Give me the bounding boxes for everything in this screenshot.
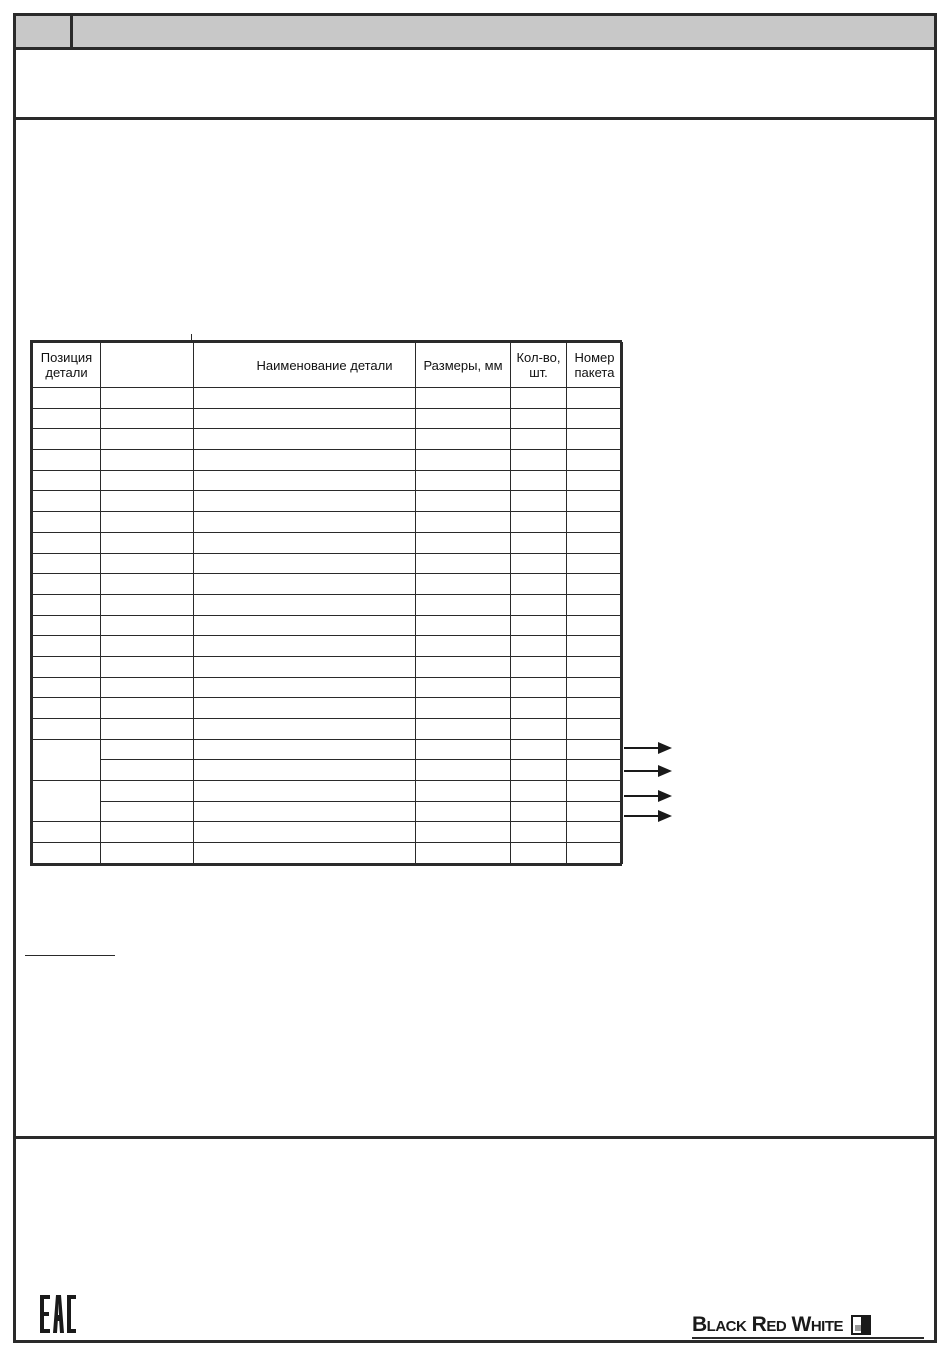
table-cell [33, 719, 101, 740]
table-cell [567, 553, 623, 574]
table-cell [416, 843, 511, 864]
table-row [33, 470, 623, 491]
arrow-right-icon [624, 810, 672, 822]
table-cell [194, 677, 416, 698]
table-cell [567, 491, 623, 512]
table-cell [416, 739, 511, 760]
table-cell [101, 574, 194, 595]
table-cell [194, 429, 416, 450]
table-cell [416, 532, 511, 553]
table-cell [101, 450, 194, 471]
table-cell [567, 388, 623, 409]
table-cell [511, 532, 567, 553]
table-cell [416, 677, 511, 698]
table-cell [33, 491, 101, 512]
table-cell [33, 470, 101, 491]
table-cell [511, 388, 567, 409]
table-cell [101, 719, 194, 740]
table-row [33, 615, 623, 636]
brand-underline [692, 1337, 924, 1339]
arrow-right-icon [624, 790, 672, 802]
table-cell [416, 553, 511, 574]
table-row [33, 698, 623, 719]
table-cell [416, 615, 511, 636]
table-cell [33, 574, 101, 595]
table-cell [101, 781, 194, 802]
table-cell [33, 532, 101, 553]
table-cell [511, 801, 567, 822]
table-cell [194, 512, 416, 533]
table-cell [194, 615, 416, 636]
header-pack: Номер пакета [567, 343, 623, 388]
table-cell [416, 636, 511, 657]
table-row [33, 532, 623, 553]
table-cell [567, 801, 623, 822]
table-cell [101, 388, 194, 409]
table-row [33, 450, 623, 471]
table-cell [33, 822, 101, 843]
table-cell [567, 843, 623, 864]
table-cell [194, 719, 416, 740]
table-row [33, 491, 623, 512]
table-cell [511, 512, 567, 533]
table-row [33, 408, 623, 429]
table-cell [416, 719, 511, 740]
table-cell [511, 470, 567, 491]
table-cell [33, 656, 101, 677]
table-cell [567, 677, 623, 698]
table-cell [33, 408, 101, 429]
header-qty: Кол-во, шт. [511, 343, 567, 388]
table-cell [101, 843, 194, 864]
table-cell [194, 388, 416, 409]
table-cell [567, 408, 623, 429]
table-cell [101, 491, 194, 512]
table-cell [416, 429, 511, 450]
table-cell [511, 408, 567, 429]
arrow-right-icon [624, 765, 672, 777]
table-row [33, 594, 623, 615]
table-header-row [33, 343, 623, 388]
table-cell [511, 615, 567, 636]
table-cell [101, 470, 194, 491]
table-cell [567, 739, 623, 760]
table-cell [416, 656, 511, 677]
table-cell [194, 739, 416, 760]
table-cell [511, 781, 567, 802]
table-cell [567, 636, 623, 657]
table-cell [567, 532, 623, 553]
table-cell [416, 781, 511, 802]
table-cell [567, 822, 623, 843]
table-cell [33, 553, 101, 574]
table-cell [511, 574, 567, 595]
table-cell [194, 553, 416, 574]
header-name: Наименование детали [194, 343, 416, 388]
header-position: Позиция детали [33, 343, 101, 388]
table-row [33, 388, 623, 409]
table-cell [567, 781, 623, 802]
table-cell [511, 429, 567, 450]
table-cell [101, 615, 194, 636]
table-cell [416, 388, 511, 409]
table-cell [416, 450, 511, 471]
table-cell [567, 429, 623, 450]
table-cell [567, 698, 623, 719]
table-cell [567, 656, 623, 677]
table-row [33, 553, 623, 574]
table-cell [33, 388, 101, 409]
table-row [33, 760, 623, 781]
header-size: Размеры, мм [416, 343, 511, 388]
table-cell [567, 470, 623, 491]
table-row [33, 739, 623, 760]
table-cell [194, 470, 416, 491]
table-cell [33, 450, 101, 471]
table-cell [194, 408, 416, 429]
arrow-right-icon [624, 742, 672, 754]
table-cell [33, 781, 101, 822]
table-cell [194, 491, 416, 512]
table-cell [416, 801, 511, 822]
table-cell [194, 636, 416, 657]
table-cell [101, 553, 194, 574]
table-cell [33, 698, 101, 719]
table-cell [33, 615, 101, 636]
table-cell [567, 615, 623, 636]
table-cell [416, 470, 511, 491]
table-row [33, 574, 623, 595]
brand-logo [692, 1310, 871, 1340]
table-cell [416, 822, 511, 843]
table-cell [101, 801, 194, 822]
table-cell [33, 843, 101, 864]
table-cell [567, 719, 623, 740]
table-cell [511, 843, 567, 864]
table-cell [194, 698, 416, 719]
table-cell [101, 408, 194, 429]
table-cell [101, 698, 194, 719]
table-cell [33, 594, 101, 615]
header-code [101, 343, 194, 388]
table-cell [567, 450, 623, 471]
section-divider-top [13, 117, 937, 120]
table-cell [194, 594, 416, 615]
eac-mark-icon [38, 1293, 78, 1335]
table-cell [567, 594, 623, 615]
table-cell [416, 594, 511, 615]
table-cell [511, 822, 567, 843]
table-cell [511, 760, 567, 781]
table-cell [511, 677, 567, 698]
table-cell [194, 801, 416, 822]
table-cell [511, 636, 567, 657]
table-cell [416, 491, 511, 512]
table-cell [101, 656, 194, 677]
table-cell [511, 491, 567, 512]
table-cell [101, 677, 194, 698]
table-cell [194, 574, 416, 595]
table-cell [194, 781, 416, 802]
table-row [33, 801, 623, 822]
table-cell [101, 512, 194, 533]
table-cell [33, 677, 101, 698]
table-cell [101, 739, 194, 760]
table-cell [511, 450, 567, 471]
header-bar [13, 13, 937, 50]
header-number-cell [13, 13, 73, 50]
table-cell [416, 698, 511, 719]
table-cell [194, 450, 416, 471]
table-cell [101, 822, 194, 843]
table-cell [511, 656, 567, 677]
table-cell [101, 760, 194, 781]
table-cell [511, 719, 567, 740]
section-divider-bottom [13, 1136, 937, 1139]
table-cell [416, 760, 511, 781]
table-cell [416, 408, 511, 429]
table-row [33, 512, 623, 533]
table-cell [194, 532, 416, 553]
table-cell [511, 739, 567, 760]
table-row [33, 781, 623, 802]
table-cell [511, 698, 567, 719]
table-cell [101, 636, 194, 657]
table-cell [101, 594, 194, 615]
table-cell [567, 574, 623, 595]
table-row [33, 843, 623, 864]
parts-table [30, 340, 622, 866]
brand-square-icon [851, 1315, 871, 1335]
table-row [33, 656, 623, 677]
table-cell [511, 594, 567, 615]
table-row [33, 677, 623, 698]
table-cell [194, 822, 416, 843]
table-cell [567, 760, 623, 781]
table-row [33, 429, 623, 450]
table-cell [194, 760, 416, 781]
table-cell [33, 636, 101, 657]
table-cell [194, 843, 416, 864]
table-cell [101, 429, 194, 450]
table-cell [416, 574, 511, 595]
table-cell [33, 739, 101, 780]
brand-name: Black Red White [692, 1313, 843, 1336]
table-cell [33, 429, 101, 450]
table-cell [567, 512, 623, 533]
table-cell [511, 553, 567, 574]
table-cell [101, 532, 194, 553]
table-row [33, 822, 623, 843]
table-row [33, 719, 623, 740]
table-cell [33, 512, 101, 533]
table-cell [194, 656, 416, 677]
table-cell [416, 512, 511, 533]
signature-line [25, 955, 115, 956]
table-row [33, 636, 623, 657]
